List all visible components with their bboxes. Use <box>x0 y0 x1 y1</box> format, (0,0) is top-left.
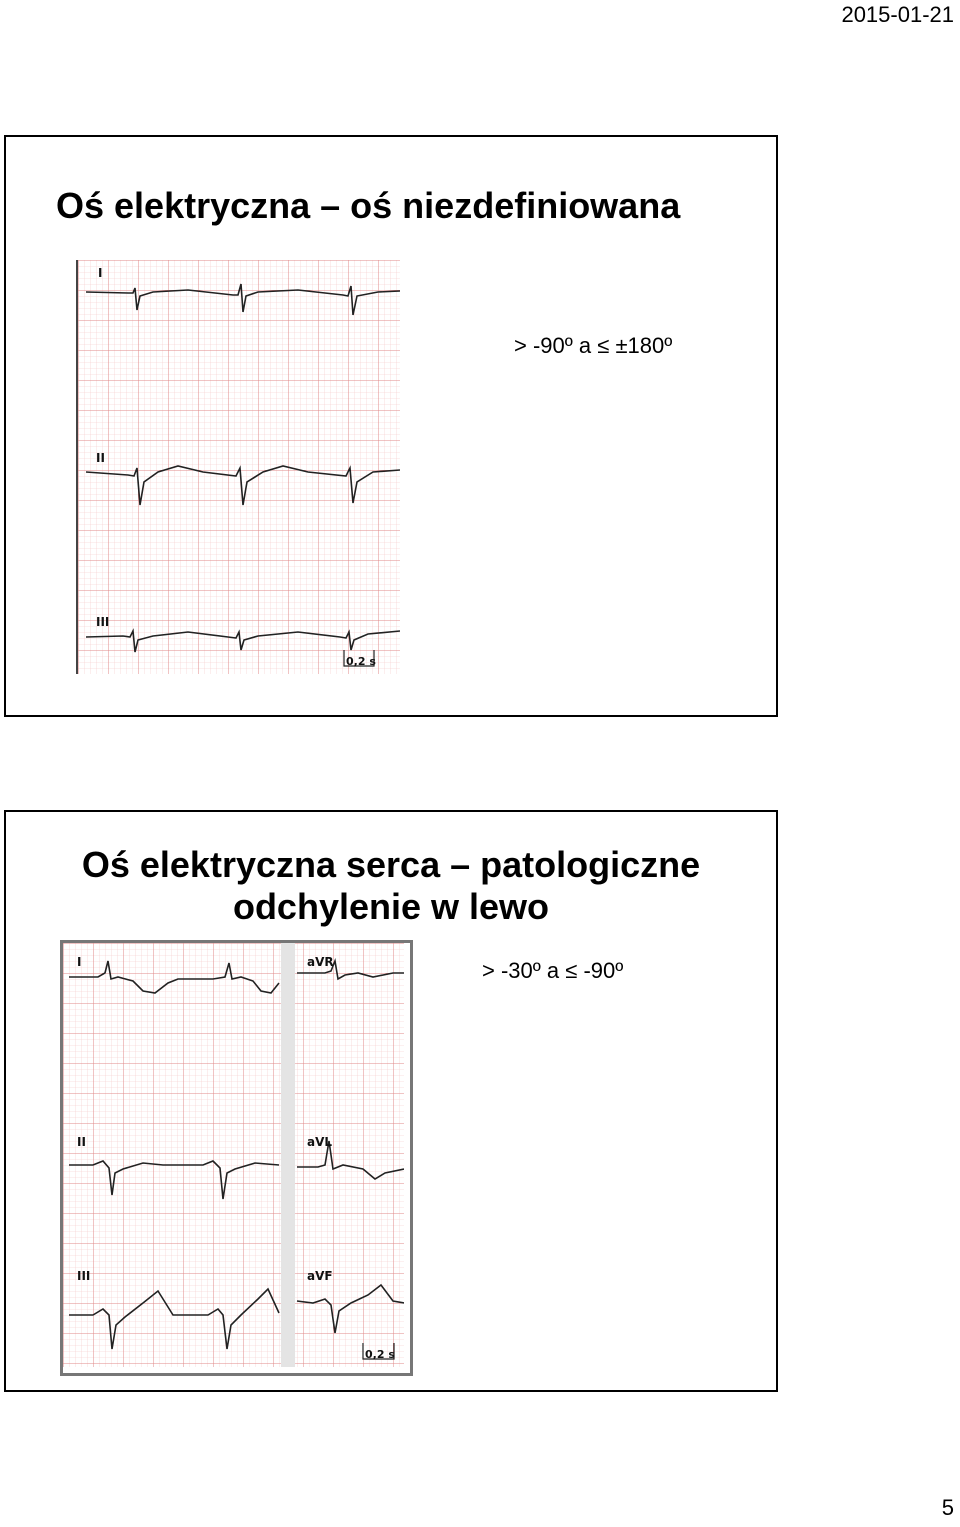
axis-range-label: > -90º a ≤ ±180º <box>514 333 673 358</box>
slide-title: Oś elektryczna – oś niezdefiniowana <box>56 185 681 226</box>
lead-label-i: I <box>77 955 82 969</box>
lead-label-iii: III <box>77 1269 91 1283</box>
lead-label-iii: III <box>96 615 110 629</box>
slide-date: 2015-01-21 <box>841 2 954 27</box>
lead-label-avl: aVL <box>307 1135 333 1149</box>
ecg-strip <box>76 260 400 674</box>
ecg-strip <box>60 940 413 1376</box>
time-scale-label: 0,2 s <box>365 1348 395 1361</box>
slide-left-axis-deviation <box>4 810 778 1392</box>
lead-label-ii: II <box>96 451 105 465</box>
lead-label-avf: aVF <box>307 1269 333 1283</box>
slide-title: Oś elektryczna serca – patologiczne odchylenie w lewo <box>81 844 701 927</box>
lead-label-ii: II <box>77 1135 86 1149</box>
lead-label-avr: aVR <box>307 955 334 969</box>
slide-undefined-axis <box>4 135 778 717</box>
axis-range-label: > -30º a ≤ -90º <box>482 958 624 983</box>
lead-label-i: I <box>98 266 103 280</box>
page-number: 5 <box>941 1495 954 1520</box>
time-scale-label: 0,2 s <box>346 655 376 668</box>
